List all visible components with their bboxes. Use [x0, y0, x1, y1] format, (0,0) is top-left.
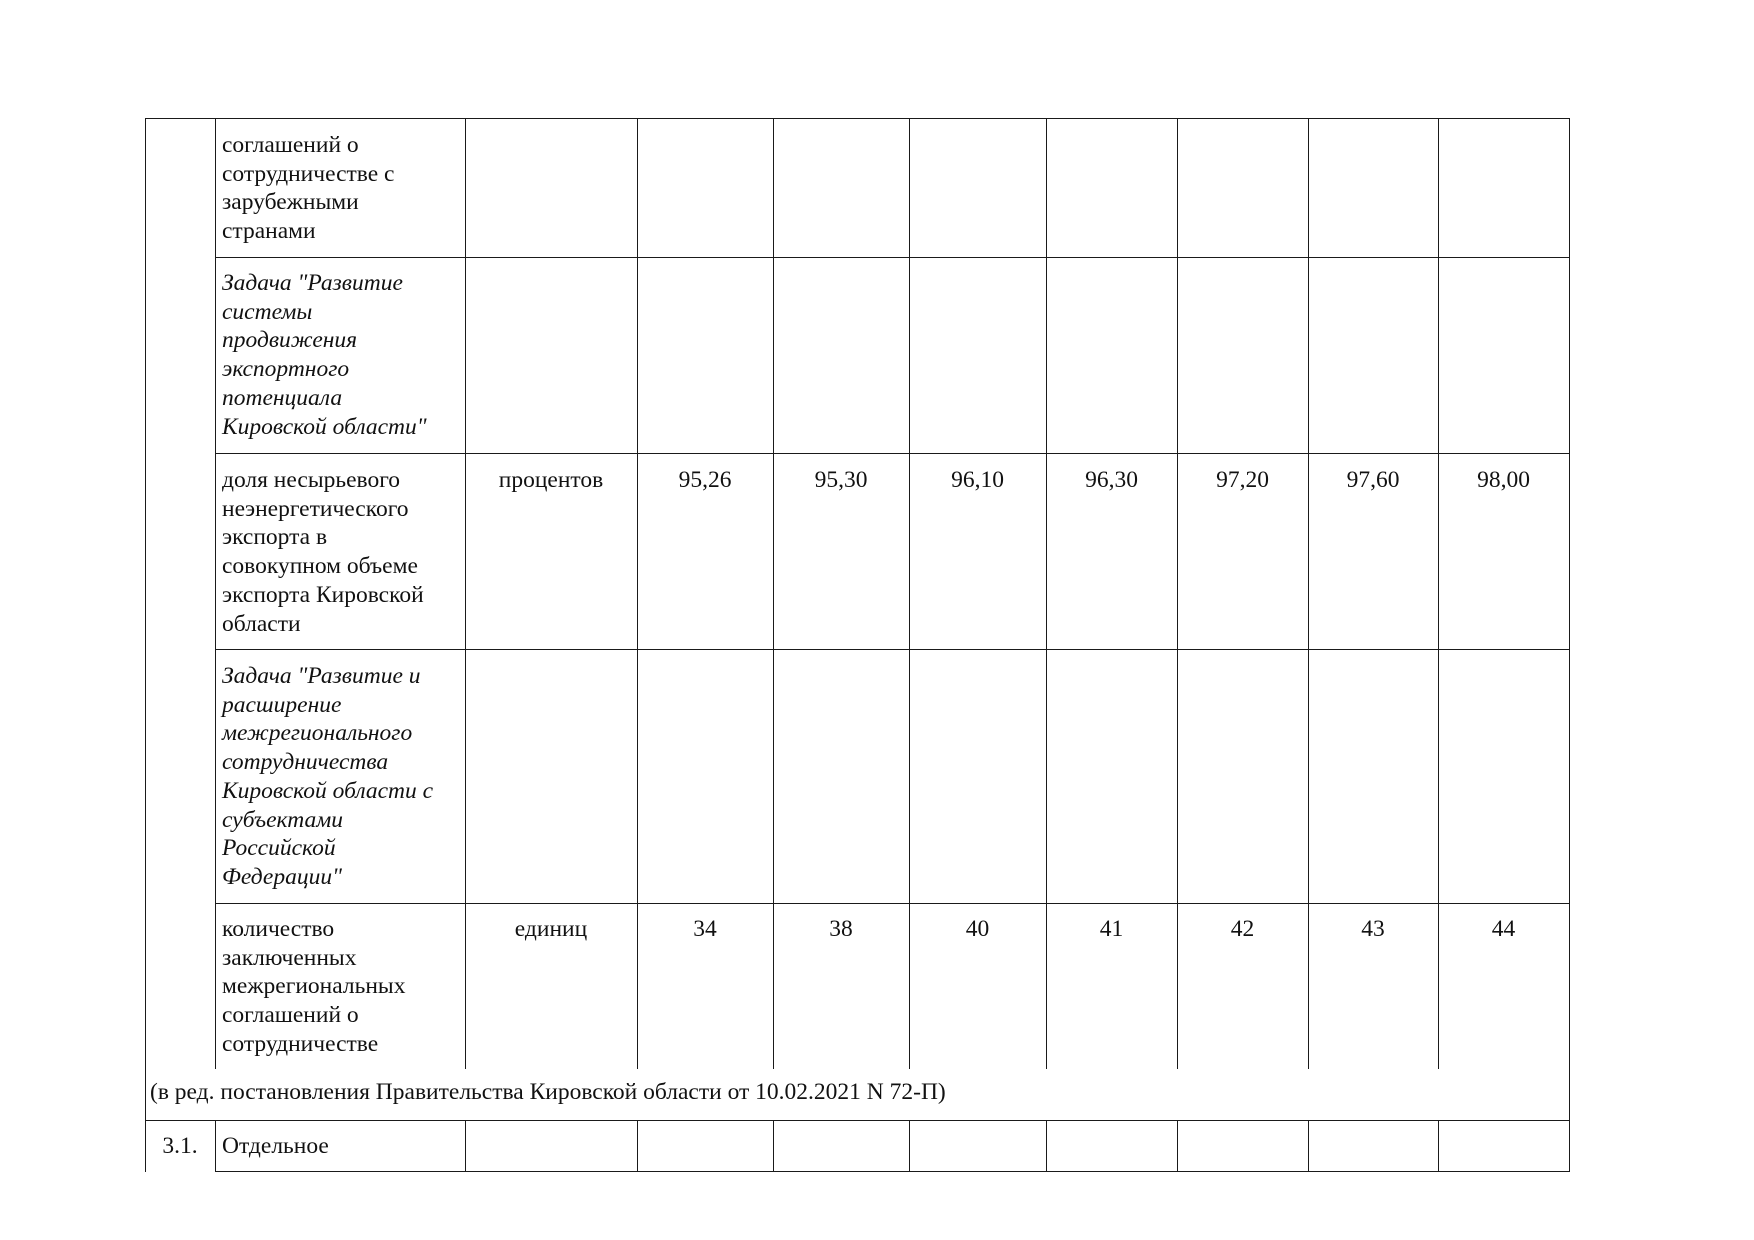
value-cell: 44	[1491, 916, 1516, 942]
unit-cell: процентов	[498, 467, 604, 493]
column-divider	[215, 1120, 216, 1172]
value-cell: 95,30	[814, 467, 868, 493]
column-divider	[1438, 1120, 1439, 1172]
table-row-indicator: количество заключенных межрегиональных соглашений о сотрудничестве	[222, 916, 406, 1057]
value-cell: 97,20	[1216, 467, 1269, 493]
task-heading: Задача "Развитие системы продвижения экспортного потенциала Кировской области"	[222, 270, 427, 440]
task-heading: Задача "Развитие и расширение межрегионального сотрудничества Кировской области с субъектами Российской Федерации"	[222, 663, 434, 890]
table-row-indicator: соглашений о сотрудничестве с зарубежными странами	[222, 132, 395, 245]
value-cell: 95,26	[678, 467, 732, 493]
value-cell: 40	[965, 916, 990, 942]
value-cell: 42	[1230, 916, 1255, 942]
value-cell: 97,60	[1346, 467, 1400, 493]
column-divider	[465, 1120, 466, 1172]
column-divider	[909, 1120, 910, 1172]
table-right-border	[1569, 118, 1570, 1172]
value-cell: 43	[1361, 916, 1385, 942]
column-divider	[1308, 1120, 1309, 1172]
table-row-indicator: доля несырьевого неэнергетического экспорта в совокупном объеме экспорта Кировской области	[222, 467, 424, 637]
row-divider	[215, 257, 1570, 258]
row-divider	[215, 453, 1570, 454]
row-number: 3.1.	[162, 1133, 198, 1159]
column-divider	[215, 118, 216, 1069]
row-divider	[215, 903, 1570, 904]
value-cell: 34	[693, 916, 717, 942]
column-divider	[1177, 1120, 1178, 1172]
table-row-indicator: Отдельное	[222, 1133, 329, 1159]
value-cell: 96,30	[1085, 467, 1138, 493]
column-divider	[637, 1120, 638, 1172]
value-cell: 96,10	[951, 467, 1004, 493]
amendment-note: (в ред. постановления Правительства Кировской области от 10.02.2021 N 72-П)	[150, 1079, 946, 1105]
value-cell: 41	[1099, 916, 1124, 942]
unit-cell: единиц	[514, 916, 588, 942]
last-row-bottom-border	[215, 1171, 1570, 1172]
value-cell: 98,00	[1477, 467, 1530, 493]
column-divider	[1046, 1120, 1047, 1172]
row-divider	[215, 649, 1570, 650]
note-row-bottom-border	[145, 1120, 1570, 1121]
table-top-border	[145, 118, 1570, 119]
value-cell: 38	[829, 916, 853, 942]
table-left-border	[145, 118, 146, 1172]
column-divider	[773, 1120, 774, 1172]
